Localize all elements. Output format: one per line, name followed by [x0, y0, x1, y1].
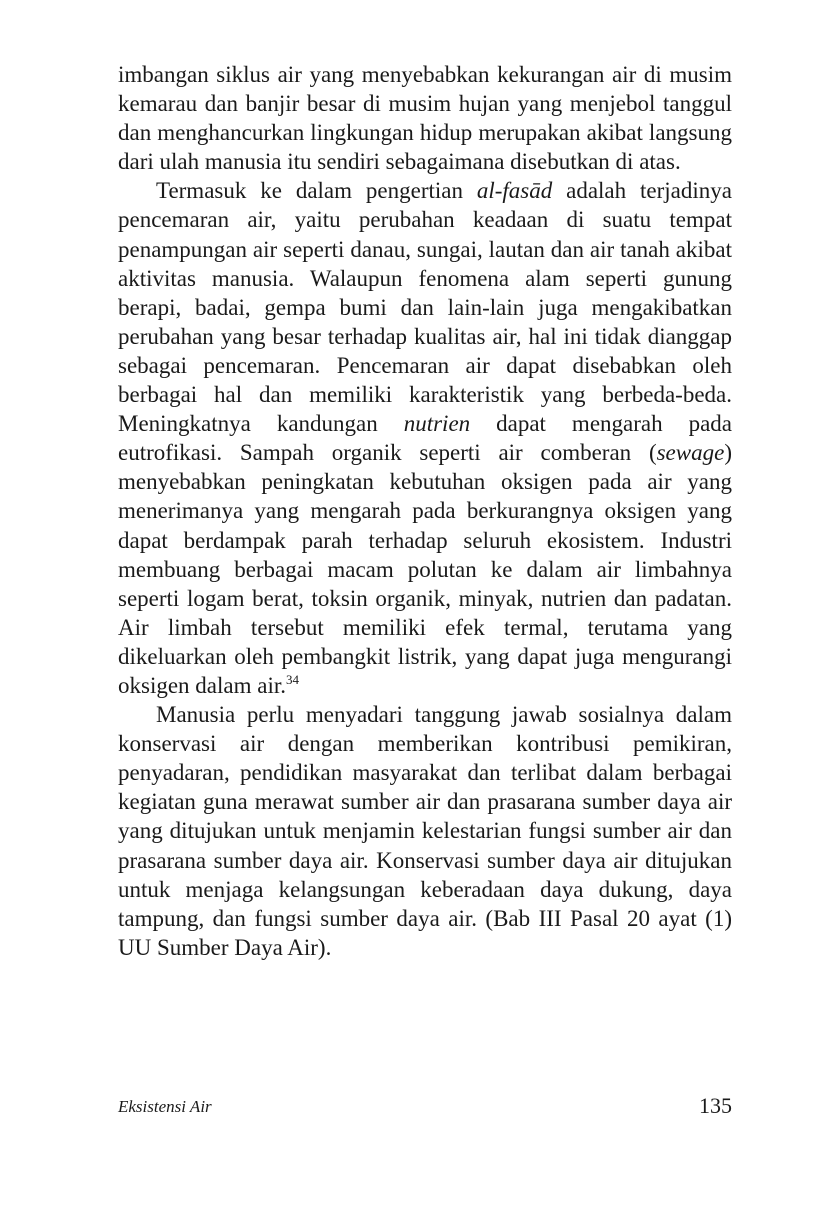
page-number: 135 [699, 1093, 732, 1118]
text-run: dapat mengarah pada eutrofikasi. Sampah organik seperti air comberan ( [118, 411, 732, 466]
text-run: imbangan siklus air yang menyebabkan kekurangan air di musim kemarau dan banjir besar di musim hujan yang menjebol tanggul dan menghancurkan lingkungan hidup merupakan akibat langsung dari ulah manusia itu sendiri sebagaimana disebutkan di atas. [118, 62, 732, 175]
body-paragraph [118, 176, 732, 700]
running-title: Eksistensi Air [118, 1097, 212, 1116]
page-footer [118, 1093, 732, 1121]
page-body [118, 60, 732, 962]
body-paragraph [118, 60, 732, 176]
italic-term: sewage [656, 440, 725, 466]
text-run: Termasuk ke dalam pengertian [156, 178, 477, 204]
italic-term: al-fasād [476, 178, 553, 204]
footnote-marker: 34 [286, 671, 299, 687]
body-paragraph [118, 700, 732, 962]
text-run: adalah terjadinya pencemaran air, yaitu perubahan keadaan di suatu tempat penampungan air seperti danau, sungai, lautan dan air tanah akibat aktivitas manusia. Walaupun fenomena alam seperti gunung berapi, badai, gempa bumi dan lain-lain juga mengakibatkan perubahan yang besar terhadap kualitas air, hal ini tidak dianggap sebagai pencemaran. Pencemaran air dapat disebabkan oleh berbagai hal dan memiliki karakteristik yang berbeda-beda. Meningkatnya kandungan [118, 178, 732, 437]
text-run: ) menyebabkan peningkatan kebutuhan oksigen pada air yang menerimanya yang mengarah pada berkurangnya oksigen yang dapat berdampak parah terhadap seluruh ekosistem. Industri membuang berbagai macam polutan ke dalam air limbahnya seperti logam berat, toksin organik, minyak, nutrien dan padatan. Air limbah tersebut memiliki efek termal, terutama yang dikeluarkan oleh pembangkit listrik, yang dapat juga mengurangi oksigen dalam air. [118, 440, 732, 698]
text-run: Manusia perlu menyadari tanggung jawab sosialnya dalam konservasi air dengan memberikan kontribusi pemikiran, penyadaran, pendidikan masyarakat dan terlibat dalam berbagai kegiatan guna merawat sumber air dan prasarana sumber daya air yang ditujukan untuk menjamin kelestarian fungsi sumber air dan prasarana sumber daya air. Konservasi sumber daya air ditujukan untuk menjaga kelangsungan keberadaan daya dukung, daya tampung, dan fungsi sumber daya air. (Bab III Pasal 20 ayat (1) UU Sumber Daya Air). [118, 702, 732, 960]
italic-term: nutrien [403, 411, 471, 437]
